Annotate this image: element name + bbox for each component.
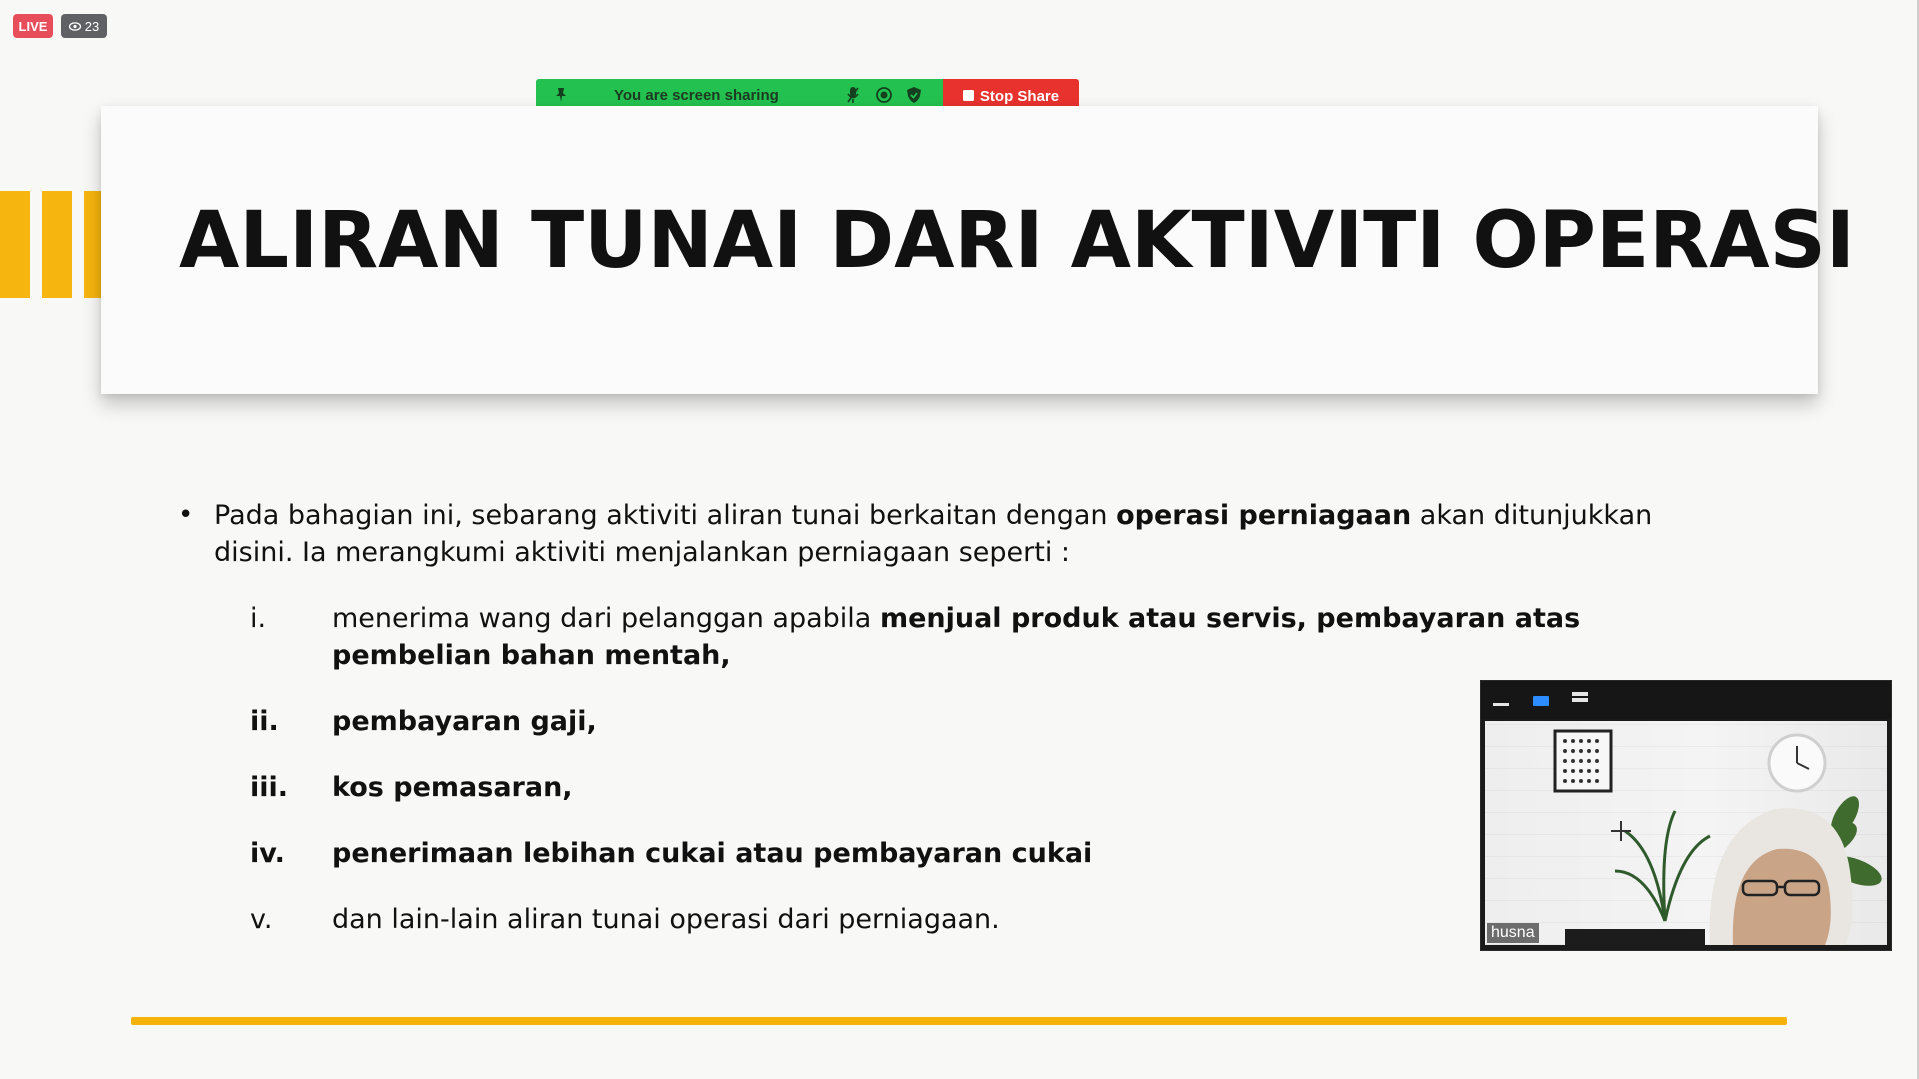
stop-icon — [963, 88, 974, 105]
bullet-text-bold: operasi perniagaan — [1116, 500, 1412, 531]
list-text-bold: kos pemasaran, — [332, 772, 573, 803]
minimize-icon[interactable] — [1493, 703, 1509, 706]
list-text-bold: penerimaan lebihan cukai atau pembayaran cukai — [332, 838, 1093, 869]
share-status-text: You are screen sharing — [614, 87, 779, 104]
live-label: LIVE — [18, 18, 48, 34]
pin-icon[interactable] — [554, 86, 570, 108]
participant-video-window[interactable] — [1480, 680, 1892, 951]
accent-bar-2 — [42, 191, 72, 298]
bullet-text-start: Pada bahagian ini, sebarang aktiviti aliran tunai berkaitan dengan — [214, 500, 1117, 531]
list-text-bold: pembayaran gaji, — [332, 706, 597, 737]
viewer-count-badge — [61, 14, 107, 38]
record-icon[interactable] — [875, 86, 893, 108]
bullet-paragraph — [178, 497, 1698, 571]
viewer-count: 23 — [84, 18, 100, 34]
video-toolbar — [1481, 681, 1891, 719]
list-number: v. — [250, 904, 273, 935]
shield-icon[interactable] — [906, 86, 922, 108]
bullet-text-end: akan ditunjukkan disini. Ia merangkumi aktiviti menjalankan perniagaan seperti : — [214, 500, 1653, 568]
list-item — [250, 600, 1710, 674]
list-number: i. — [250, 603, 267, 634]
bottom-accent-line — [131, 1017, 1787, 1025]
video-scene — [1485, 721, 1887, 945]
list-number: ii. — [250, 706, 279, 737]
live-badge — [13, 14, 53, 38]
list-text: menerima wang dari pelanggan apabila — [332, 603, 880, 634]
eye-icon — [69, 19, 81, 34]
list-number: iii. — [250, 772, 289, 803]
slide-body — [178, 497, 1698, 571]
title-card — [101, 106, 1855, 394]
bullet-dot: • — [178, 500, 194, 530]
list-text: dan lain-lain aliran tunai operasi dari perniagaan. — [332, 904, 1000, 935]
list-number: iv. — [250, 838, 285, 869]
participant-name: husna — [1487, 923, 1539, 943]
view-icon[interactable] — [1533, 696, 1549, 706]
video-feed — [1485, 721, 1887, 945]
accent-bar-3 — [84, 191, 101, 298]
list-text-bold: menjual produk atau servis, pembayaran atas pembelian bahan mentah, — [332, 603, 1581, 671]
accent-bar-1 — [0, 191, 30, 298]
mic-icon[interactable] — [846, 86, 860, 108]
slide-title: ALIRAN TUNAI DARI AKTIVITI OPERASI — [179, 196, 1855, 286]
stop-share-label: Stop Share — [979, 87, 1060, 105]
menu-icon[interactable] — [1572, 692, 1588, 706]
